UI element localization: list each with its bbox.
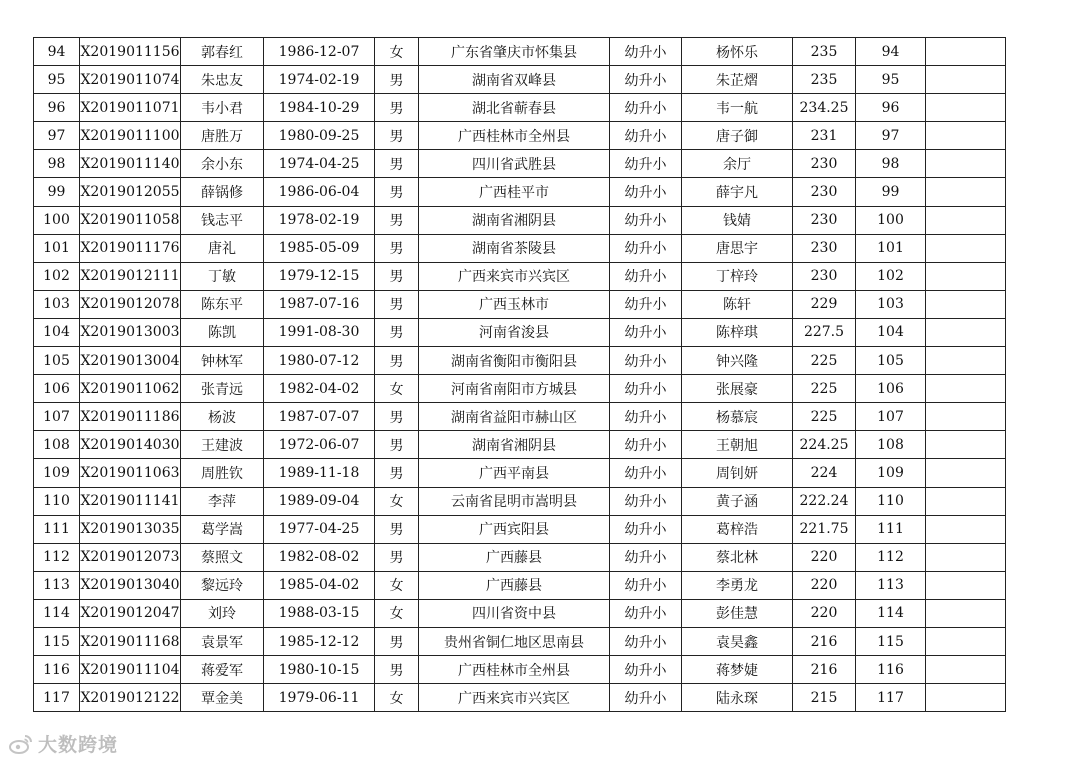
parent-name-cell: 蒋爱军	[181, 656, 264, 684]
gender-cell: 男	[375, 515, 419, 543]
gender-cell: 男	[375, 627, 419, 655]
rank-cell: 109	[856, 459, 926, 487]
category-cell: 幼升小	[610, 515, 682, 543]
score-cell: 220	[793, 571, 856, 599]
score-cell: 225	[793, 403, 856, 431]
application-id-cell: X2019012122	[80, 684, 181, 712]
category-cell: 幼升小	[610, 150, 682, 178]
remark-cell	[926, 262, 1006, 290]
category-cell: 幼升小	[610, 543, 682, 571]
parent-name-cell: 周胜钦	[181, 459, 264, 487]
row-number-cell: 105	[34, 347, 80, 375]
remark-cell	[926, 234, 1006, 262]
birth-date-cell: 1991-08-30	[264, 318, 375, 346]
application-id-cell: X2019013004	[80, 347, 181, 375]
application-id-cell: X2019013040	[80, 571, 181, 599]
score-cell: 230	[793, 234, 856, 262]
child-name-cell: 周钊妍	[682, 459, 793, 487]
native-place-cell: 湖南省双峰县	[419, 66, 610, 94]
remark-cell	[926, 122, 1006, 150]
rank-cell: 97	[856, 122, 926, 150]
application-id-cell: X2019011058	[80, 206, 181, 234]
parent-name-cell: 韦小君	[181, 94, 264, 122]
rank-cell: 101	[856, 234, 926, 262]
table-row	[34, 122, 1006, 150]
category-cell: 幼升小	[610, 656, 682, 684]
remark-cell	[926, 543, 1006, 571]
parent-name-cell: 刘玲	[181, 599, 264, 627]
score-cell: 215	[793, 684, 856, 712]
child-name-cell: 陈轩	[682, 290, 793, 318]
child-name-cell: 朱芷熠	[682, 66, 793, 94]
native-place-cell: 广西桂林市全州县	[419, 122, 610, 150]
score-cell: 216	[793, 656, 856, 684]
score-cell: 235	[793, 38, 856, 66]
child-name-cell: 唐思宇	[682, 234, 793, 262]
birth-date-cell: 1984-10-29	[264, 94, 375, 122]
row-number-cell: 103	[34, 290, 80, 318]
remark-cell	[926, 347, 1006, 375]
rank-cell: 116	[856, 656, 926, 684]
gender-cell: 女	[375, 487, 419, 515]
parent-name-cell: 唐礼	[181, 234, 264, 262]
birth-date-cell: 1982-08-02	[264, 543, 375, 571]
row-number-cell: 94	[34, 38, 80, 66]
parent-name-cell: 唐胜万	[181, 122, 264, 150]
application-id-cell: X2019011063	[80, 459, 181, 487]
native-place-cell: 四川省资中县	[419, 599, 610, 627]
score-cell: 235	[793, 66, 856, 94]
application-id-cell: X2019011074	[80, 66, 181, 94]
category-cell: 幼升小	[610, 684, 682, 712]
birth-date-cell: 1979-06-11	[264, 684, 375, 712]
birth-date-cell: 1972-06-07	[264, 431, 375, 459]
child-name-cell: 彭佳慧	[682, 599, 793, 627]
gender-cell: 男	[375, 206, 419, 234]
parent-name-cell: 蔡照文	[181, 543, 264, 571]
birth-date-cell: 1979-12-15	[264, 262, 375, 290]
native-place-cell: 湖北省蕲春县	[419, 94, 610, 122]
gender-cell: 女	[375, 375, 419, 403]
gender-cell: 女	[375, 571, 419, 599]
parent-name-cell: 葛学嵩	[181, 515, 264, 543]
table-row	[34, 431, 1006, 459]
application-id-cell: X2019012078	[80, 290, 181, 318]
child-name-cell: 杨慕宸	[682, 403, 793, 431]
rank-cell: 96	[856, 94, 926, 122]
rank-cell: 112	[856, 543, 926, 571]
category-cell: 幼升小	[610, 290, 682, 318]
category-cell: 幼升小	[610, 206, 682, 234]
birth-date-cell: 1986-06-04	[264, 178, 375, 206]
remark-cell	[926, 38, 1006, 66]
parent-name-cell: 王建波	[181, 431, 264, 459]
category-cell: 幼升小	[610, 375, 682, 403]
remark-cell	[926, 627, 1006, 655]
rank-cell: 99	[856, 178, 926, 206]
rank-cell: 98	[856, 150, 926, 178]
score-cell: 220	[793, 543, 856, 571]
gender-cell: 女	[375, 684, 419, 712]
gender-cell: 男	[375, 150, 419, 178]
parent-name-cell: 袁景军	[181, 627, 264, 655]
birth-date-cell: 1985-04-02	[264, 571, 375, 599]
roster-body	[34, 38, 1006, 712]
rank-cell: 115	[856, 627, 926, 655]
child-name-cell: 王朝旭	[682, 431, 793, 459]
application-id-cell: X2019011141	[80, 487, 181, 515]
child-name-cell: 杨怀乐	[682, 38, 793, 66]
birth-date-cell: 1978-02-19	[264, 206, 375, 234]
gender-cell: 男	[375, 290, 419, 318]
roster-table	[33, 37, 1006, 712]
row-number-cell: 108	[34, 431, 80, 459]
birth-date-cell: 1974-02-19	[264, 66, 375, 94]
row-number-cell: 113	[34, 571, 80, 599]
application-id-cell: X2019011168	[80, 627, 181, 655]
gender-cell: 男	[375, 122, 419, 150]
gender-cell: 女	[375, 599, 419, 627]
table-row	[34, 543, 1006, 571]
remark-cell	[926, 375, 1006, 403]
native-place-cell: 广西来宾市兴宾区	[419, 262, 610, 290]
native-place-cell: 广西平南县	[419, 459, 610, 487]
application-id-cell: X2019012055	[80, 178, 181, 206]
gender-cell: 男	[375, 431, 419, 459]
rank-cell: 104	[856, 318, 926, 346]
table-row	[34, 656, 1006, 684]
table-row	[34, 375, 1006, 403]
gender-cell: 男	[375, 347, 419, 375]
score-cell: 230	[793, 206, 856, 234]
table-row	[34, 206, 1006, 234]
category-cell: 幼升小	[610, 599, 682, 627]
child-name-cell: 唐子御	[682, 122, 793, 150]
table-row	[34, 318, 1006, 346]
category-cell: 幼升小	[610, 318, 682, 346]
row-number-cell: 116	[34, 656, 80, 684]
category-cell: 幼升小	[610, 347, 682, 375]
child-name-cell: 钱婧	[682, 206, 793, 234]
row-number-cell: 98	[34, 150, 80, 178]
row-number-cell: 100	[34, 206, 80, 234]
table-row	[34, 403, 1006, 431]
table-row	[34, 150, 1006, 178]
category-cell: 幼升小	[610, 403, 682, 431]
table-row	[34, 94, 1006, 122]
parent-name-cell: 薛锅修	[181, 178, 264, 206]
table-row	[34, 234, 1006, 262]
child-name-cell: 张展豪	[682, 375, 793, 403]
native-place-cell: 广西玉林市	[419, 290, 610, 318]
score-cell: 216	[793, 627, 856, 655]
native-place-cell: 湖南省茶陵县	[419, 234, 610, 262]
application-id-cell: X2019011071	[80, 94, 181, 122]
rank-cell: 108	[856, 431, 926, 459]
parent-name-cell: 朱忠友	[181, 66, 264, 94]
score-cell: 230	[793, 178, 856, 206]
native-place-cell: 广西桂平市	[419, 178, 610, 206]
category-cell: 幼升小	[610, 122, 682, 150]
score-cell: 230	[793, 262, 856, 290]
application-id-cell: X2019011062	[80, 375, 181, 403]
birth-date-cell: 1987-07-16	[264, 290, 375, 318]
child-name-cell: 韦一航	[682, 94, 793, 122]
birth-date-cell: 1988-03-15	[264, 599, 375, 627]
parent-name-cell: 杨波	[181, 403, 264, 431]
application-id-cell: X2019012111	[80, 262, 181, 290]
native-place-cell: 湖南省衡阳市衡阳县	[419, 347, 610, 375]
table-row	[34, 290, 1006, 318]
birth-date-cell: 1985-05-09	[264, 234, 375, 262]
birth-date-cell: 1986-12-07	[264, 38, 375, 66]
remark-cell	[926, 684, 1006, 712]
rank-cell: 111	[856, 515, 926, 543]
category-cell: 幼升小	[610, 94, 682, 122]
category-cell: 幼升小	[610, 234, 682, 262]
native-place-cell: 广西藤县	[419, 571, 610, 599]
remark-cell	[926, 403, 1006, 431]
native-place-cell: 湖南省益阳市赫山区	[419, 403, 610, 431]
gender-cell: 男	[375, 66, 419, 94]
application-id-cell: X2019013003	[80, 318, 181, 346]
native-place-cell: 广西藤县	[419, 543, 610, 571]
remark-cell	[926, 656, 1006, 684]
application-id-cell: X2019012047	[80, 599, 181, 627]
score-cell: 220	[793, 599, 856, 627]
watermark-text: 大数跨境	[38, 734, 119, 756]
birth-date-cell: 1980-07-12	[264, 347, 375, 375]
child-name-cell: 丁梓玲	[682, 262, 793, 290]
row-number-cell: 107	[34, 403, 80, 431]
remark-cell	[926, 178, 1006, 206]
birth-date-cell: 1989-09-04	[264, 487, 375, 515]
birth-date-cell: 1989-11-18	[264, 459, 375, 487]
rank-cell: 94	[856, 38, 926, 66]
remark-cell	[926, 318, 1006, 346]
row-number-cell: 111	[34, 515, 80, 543]
table-row	[34, 347, 1006, 375]
child-name-cell: 李勇龙	[682, 571, 793, 599]
row-number-cell: 104	[34, 318, 80, 346]
native-place-cell: 四川省武胜县	[419, 150, 610, 178]
native-place-cell: 河南省南阳市方城县	[419, 375, 610, 403]
remark-cell	[926, 515, 1006, 543]
rank-cell: 114	[856, 599, 926, 627]
parent-name-cell: 黎远玲	[181, 571, 264, 599]
rank-cell: 105	[856, 347, 926, 375]
gender-cell: 男	[375, 234, 419, 262]
row-number-cell: 95	[34, 66, 80, 94]
parent-name-cell: 丁敏	[181, 262, 264, 290]
birth-date-cell: 1980-09-25	[264, 122, 375, 150]
child-name-cell: 薛宇凡	[682, 178, 793, 206]
rank-cell: 106	[856, 375, 926, 403]
remark-cell	[926, 459, 1006, 487]
table-row	[34, 66, 1006, 94]
native-place-cell: 广东省肇庆市怀集县	[419, 38, 610, 66]
rank-cell: 102	[856, 262, 926, 290]
table-row	[34, 627, 1006, 655]
gender-cell: 男	[375, 318, 419, 346]
birth-date-cell: 1977-04-25	[264, 515, 375, 543]
table-row	[34, 459, 1006, 487]
table-row	[34, 262, 1006, 290]
native-place-cell: 广西宾阳县	[419, 515, 610, 543]
parent-name-cell: 陈凯	[181, 318, 264, 346]
table-row	[34, 571, 1006, 599]
gender-cell: 男	[375, 459, 419, 487]
row-number-cell: 112	[34, 543, 80, 571]
table-row	[34, 684, 1006, 712]
row-number-cell: 115	[34, 627, 80, 655]
parent-name-cell: 钟林军	[181, 347, 264, 375]
category-cell: 幼升小	[610, 262, 682, 290]
row-number-cell: 102	[34, 262, 80, 290]
rank-cell: 100	[856, 206, 926, 234]
application-id-cell: X2019012073	[80, 543, 181, 571]
table-row	[34, 178, 1006, 206]
rank-cell: 103	[856, 290, 926, 318]
table-row	[34, 487, 1006, 515]
row-number-cell: 110	[34, 487, 80, 515]
remark-cell	[926, 571, 1006, 599]
remark-cell	[926, 206, 1006, 234]
remark-cell	[926, 66, 1006, 94]
child-name-cell: 葛梓浩	[682, 515, 793, 543]
row-number-cell: 97	[34, 122, 80, 150]
score-cell: 225	[793, 375, 856, 403]
watermark	[8, 730, 118, 757]
row-number-cell: 101	[34, 234, 80, 262]
row-number-cell: 109	[34, 459, 80, 487]
category-cell: 幼升小	[610, 38, 682, 66]
application-id-cell: X2019014030	[80, 431, 181, 459]
child-name-cell: 黄子涵	[682, 487, 793, 515]
table-row	[34, 515, 1006, 543]
gender-cell: 男	[375, 403, 419, 431]
category-cell: 幼升小	[610, 178, 682, 206]
parent-name-cell: 张青远	[181, 375, 264, 403]
native-place-cell: 广西桂林市全州县	[419, 656, 610, 684]
remark-cell	[926, 94, 1006, 122]
score-cell: 229	[793, 290, 856, 318]
native-place-cell: 湖南省湘阴县	[419, 206, 610, 234]
parent-name-cell: 李萍	[181, 487, 264, 515]
score-cell: 234.25	[793, 94, 856, 122]
birth-date-cell: 1980-10-15	[264, 656, 375, 684]
score-cell: 224.25	[793, 431, 856, 459]
category-cell: 幼升小	[610, 66, 682, 94]
category-cell: 幼升小	[610, 627, 682, 655]
row-number-cell: 96	[34, 94, 80, 122]
category-cell: 幼升小	[610, 571, 682, 599]
category-cell: 幼升小	[610, 487, 682, 515]
score-cell: 225	[793, 347, 856, 375]
row-number-cell: 114	[34, 599, 80, 627]
gender-cell: 男	[375, 262, 419, 290]
gender-cell: 男	[375, 543, 419, 571]
native-place-cell: 河南省浚县	[419, 318, 610, 346]
remark-cell	[926, 487, 1006, 515]
remark-cell	[926, 431, 1006, 459]
remark-cell	[926, 290, 1006, 318]
gender-cell: 男	[375, 178, 419, 206]
weibo-logo-icon	[8, 733, 34, 755]
rank-cell: 117	[856, 684, 926, 712]
table-row	[34, 599, 1006, 627]
parent-name-cell: 郭春红	[181, 38, 264, 66]
application-id-cell: X2019011140	[80, 150, 181, 178]
score-cell: 224	[793, 459, 856, 487]
score-cell: 230	[793, 150, 856, 178]
score-cell: 222.24	[793, 487, 856, 515]
parent-name-cell: 钱志平	[181, 206, 264, 234]
native-place-cell: 贵州省铜仁地区思南县	[419, 627, 610, 655]
application-id-cell: X2019013035	[80, 515, 181, 543]
category-cell: 幼升小	[610, 459, 682, 487]
score-cell: 227.5	[793, 318, 856, 346]
child-name-cell: 钟兴隆	[682, 347, 793, 375]
remark-cell	[926, 150, 1006, 178]
application-id-cell: X2019011176	[80, 234, 181, 262]
child-name-cell: 余厅	[682, 150, 793, 178]
child-name-cell: 陆永琛	[682, 684, 793, 712]
birth-date-cell: 1974-04-25	[264, 150, 375, 178]
application-id-cell: X2019011100	[80, 122, 181, 150]
rank-cell: 95	[856, 66, 926, 94]
parent-name-cell: 覃金美	[181, 684, 264, 712]
remark-cell	[926, 599, 1006, 627]
rank-cell: 110	[856, 487, 926, 515]
category-cell: 幼升小	[610, 431, 682, 459]
application-id-cell: X2019011186	[80, 403, 181, 431]
row-number-cell: 117	[34, 684, 80, 712]
rank-cell: 107	[856, 403, 926, 431]
score-cell: 231	[793, 122, 856, 150]
table-row	[34, 38, 1006, 66]
birth-date-cell: 1985-12-12	[264, 627, 375, 655]
birth-date-cell: 1982-04-02	[264, 375, 375, 403]
application-id-cell: X2019011156	[80, 38, 181, 66]
native-place-cell: 广西来宾市兴宾区	[419, 684, 610, 712]
gender-cell: 男	[375, 94, 419, 122]
child-name-cell: 蔡北林	[682, 543, 793, 571]
rank-cell: 113	[856, 571, 926, 599]
child-name-cell: 蒋梦婕	[682, 656, 793, 684]
parent-name-cell: 余小东	[181, 150, 264, 178]
birth-date-cell: 1987-07-07	[264, 403, 375, 431]
native-place-cell: 云南省昆明市嵩明县	[419, 487, 610, 515]
child-name-cell: 袁昊鑫	[682, 627, 793, 655]
row-number-cell: 99	[34, 178, 80, 206]
row-number-cell: 106	[34, 375, 80, 403]
child-name-cell: 陈梓琪	[682, 318, 793, 346]
native-place-cell: 湖南省湘阴县	[419, 431, 610, 459]
application-id-cell: X2019011104	[80, 656, 181, 684]
score-cell: 221.75	[793, 515, 856, 543]
parent-name-cell: 陈东平	[181, 290, 264, 318]
gender-cell: 男	[375, 656, 419, 684]
gender-cell: 女	[375, 38, 419, 66]
